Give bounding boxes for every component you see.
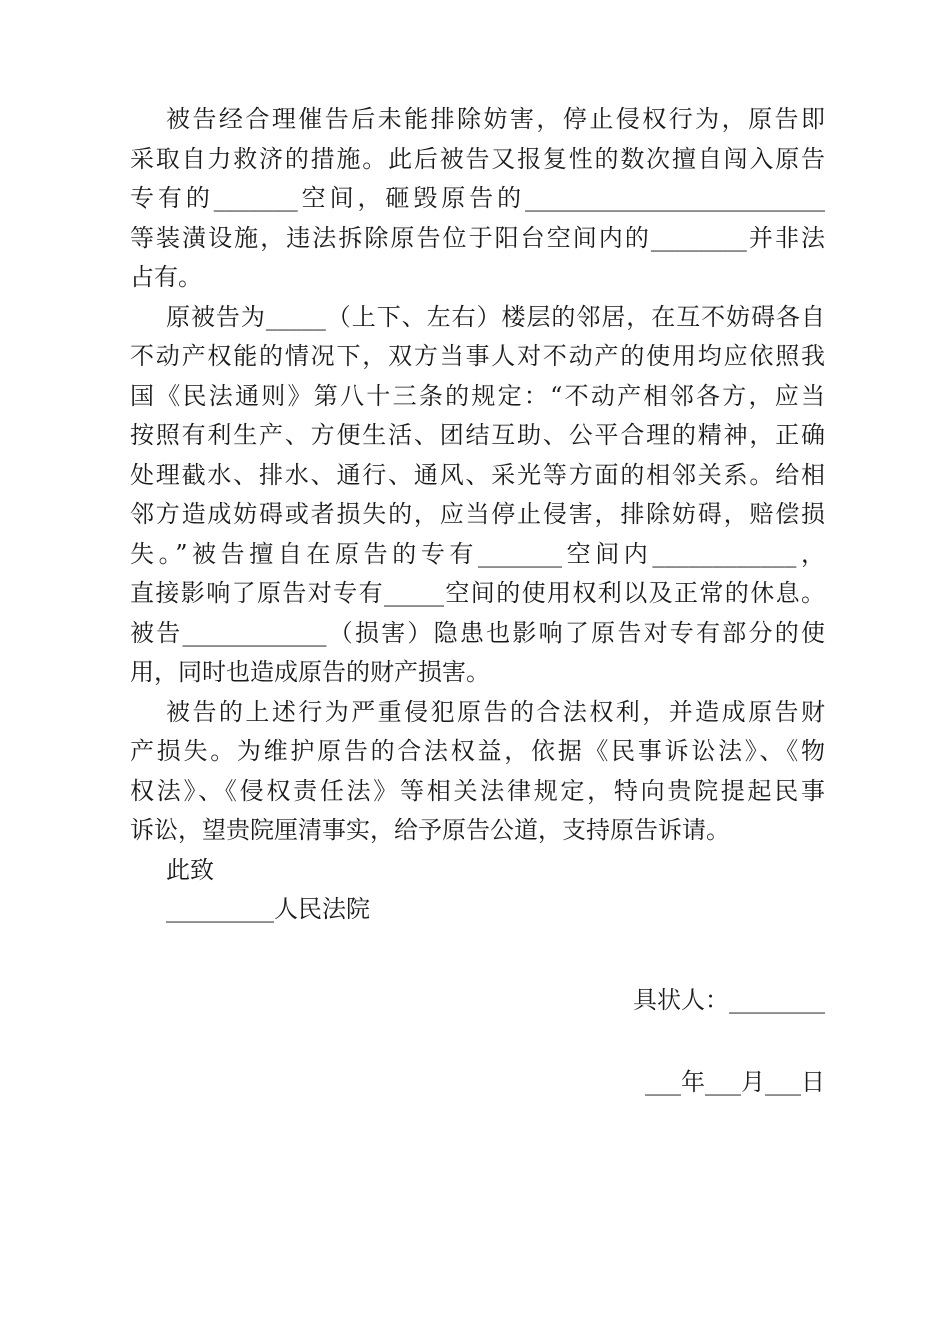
paragraph-1-line-5: 占有。 [130, 263, 202, 291]
document-body [130, 100, 825, 930]
paragraph-1-line-2: 采取自力救济的措施。此后被告又报复性的数次擅自闯入原告 [130, 144, 825, 173]
plaintiff-signature: 具状人：________ [633, 986, 825, 1014]
paragraph-2-line-3: 国《民法通则》第八十三条的规定：“不动产相邻各方，应当 [130, 381, 825, 410]
paragraph-2-line-1: 原被告为_____（上下、左右）楼层的邻居，在互不妨碍各自 [166, 302, 825, 331]
paragraph-2-line-10: 用，同时也造成原告的财产损害。 [130, 658, 490, 686]
paragraph-2-line-8: 直接影响了原告对专有_____空间的使用权利以及正常的休息。 [130, 579, 825, 607]
paragraph-3-line-3: 权法》、《侵权责任法》等相关法律规定，特向贵院提起民事 [130, 776, 825, 805]
paragraph-1-line-4: 等装潢设施，违法拆除原告位于阳台空间内的________并非法 [130, 223, 825, 252]
paragraph-1-line-1: 被告经合理催告后未能排除妨害，停止侵权行为，原告即 [166, 105, 825, 133]
paragraph-2-line-9: 被告____________（损害）隐患也影响了原告对专有部分的使 [130, 618, 825, 647]
paragraph-2-line-6: 邻方造成妨碍或者损失的，应当停止侵害，排除妨碍，赔偿损 [130, 500, 825, 528]
paragraph-3-line-4: 诉讼，望贵院厘清事实，给予原告公道，支持原告诉请。 [130, 816, 730, 844]
salutation: 此致 [166, 855, 214, 884]
court-name: _________人民法院 [166, 895, 370, 923]
paragraph-3-line-2: 产损失。为维护原告的合法权益，依据《民事诉讼法》、《物 [130, 737, 825, 765]
paragraph-2-line-2: 不动产权能的情况下，双方当事人对不动产的使用均应依照我 [130, 342, 825, 370]
paragraph-3-line-1: 被告的上述行为严重侵犯原告的合法权利，并造成原告财 [166, 697, 825, 726]
paragraph-2-line-7: 失。”被告擅自在原告的专有_______空间内____________， [130, 539, 825, 568]
paragraph-2-line-5: 处理截水、排水、通行、通风、采光等方面的相邻关系。给相 [130, 460, 825, 489]
paragraph-2-line-4: 按照有利生产、方便生活、团结互助、公平合理的精神，正确 [130, 421, 825, 449]
signature-date: ___年___月___日 [645, 1068, 825, 1096]
paragraph-1-line-3: 专有的_______空间，砸毁原告的_________________________ [130, 184, 825, 212]
